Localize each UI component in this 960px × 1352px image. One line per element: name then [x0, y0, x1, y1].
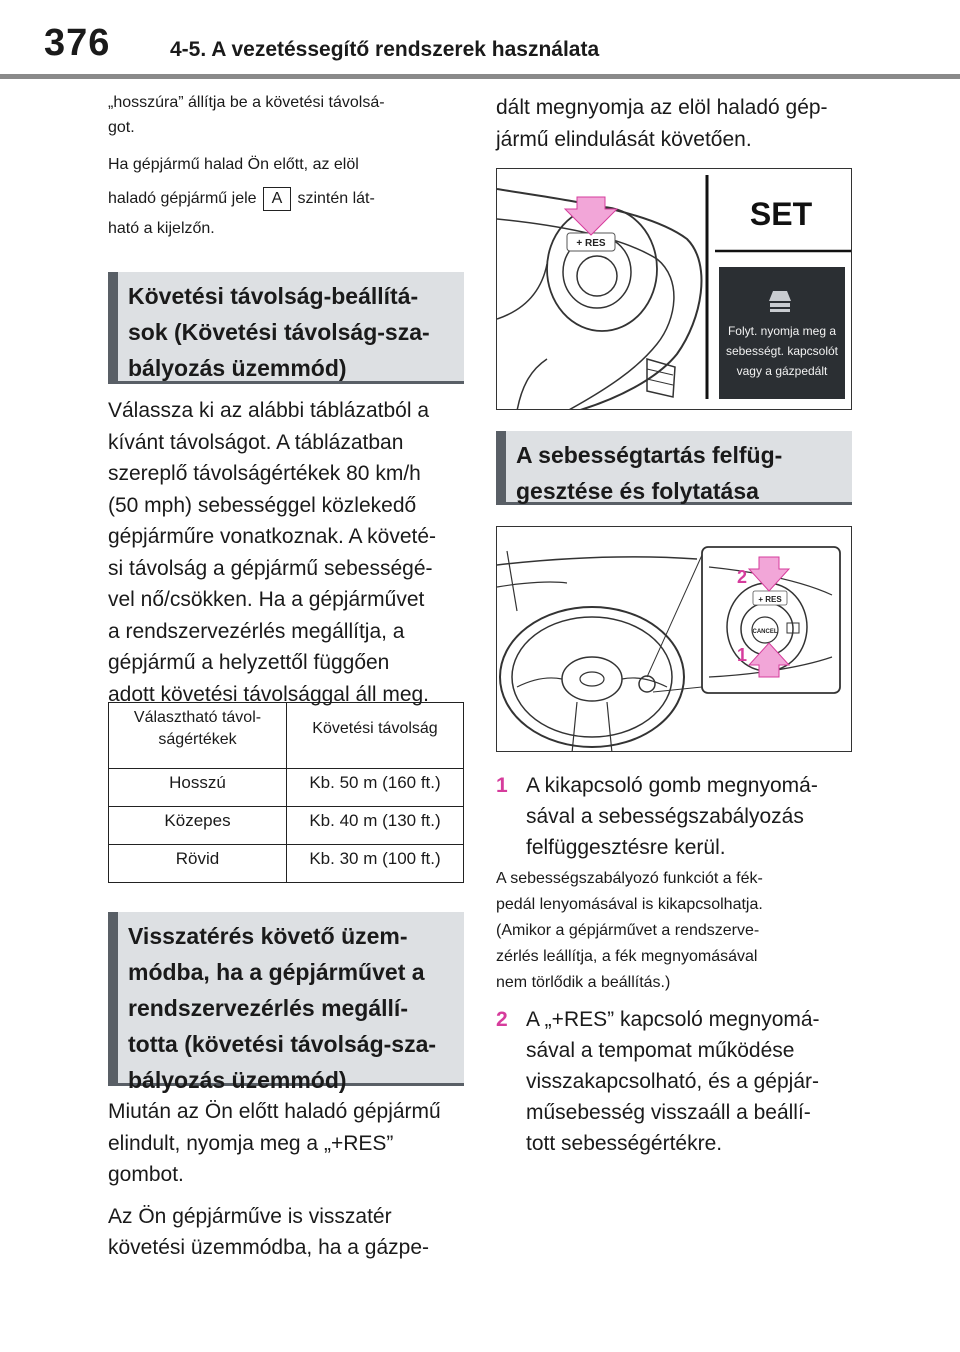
figure-steering-switch-set [496, 168, 852, 410]
body-line: kívánt távolságot. A táblázatban [108, 430, 404, 454]
res-switch-label: + RES [758, 595, 782, 604]
table-header-cell [109, 703, 287, 769]
section-title-line: rendszervezérlés megállí- [128, 995, 408, 1021]
step-line: A kikapcsoló gomb megnyomá- [526, 774, 818, 797]
section-title-line: totta (követési távolság-sza- [128, 1031, 437, 1057]
step-line: műsebesség visszaáll a beállí- [526, 1101, 811, 1124]
set-label: SET [749, 196, 813, 232]
body-line: gépjármű a helyzettől függően [108, 651, 390, 674]
note-line: nem törlődik a beállítás.) [496, 974, 671, 991]
body-line: gépjárműre vonatkoznak. A követé- [108, 525, 437, 548]
body-line: Miután az Ön előtt haladó gépjármű [108, 1100, 441, 1123]
page-number: 376 [44, 22, 111, 64]
section-heading-following-distance [108, 272, 464, 384]
body-line: szereplő távolságértékek 80 km/h [108, 462, 421, 485]
section1-body [108, 395, 464, 710]
header-line: Választható távol- [133, 708, 262, 726]
step-1 [496, 770, 852, 863]
intro-line: ható a kijelzőn. [108, 220, 215, 237]
display-line: sebességt. kapcsolót [725, 344, 839, 358]
steering-wheel-outline [500, 607, 684, 747]
body-line: adott követési távolsággal áll meg. [108, 682, 430, 706]
table-row [109, 769, 464, 807]
header-rule [0, 74, 960, 79]
intro-paragraph-2 [108, 148, 464, 242]
header-line: ságértékek [158, 730, 237, 748]
body-line: Válassza ki az alábbi táblázatból a [108, 399, 430, 422]
step-number: 1 [496, 774, 508, 797]
marker-a-label: A [263, 187, 291, 211]
intro-line: „hosszúra” állítja be a követési távolsá- [108, 94, 385, 111]
body-line: jármű elindulását követően. [496, 127, 752, 151]
dashboard-switch-illustration [497, 527, 852, 752]
table-row [109, 845, 464, 883]
body-line: elindult, nyomja meg a „+RES” [108, 1131, 394, 1155]
display-line: vagy a gázpedált [736, 364, 828, 378]
step-line: A „+RES” kapcsoló megnyomá- [526, 1008, 820, 1031]
step-2 [496, 1004, 852, 1159]
intro-line: Ha gépjármű halad Ön előtt, az elöl [108, 156, 359, 173]
section2-body [108, 1096, 464, 1264]
table-cell: Kb. 30 m (100 ft.) [287, 845, 464, 883]
brake-note [496, 866, 852, 996]
intro-paragraph-1 [108, 90, 464, 140]
section-title-line: sok (Követési távolság-sza- [128, 319, 430, 345]
note-line: A sebességszabályozó funkciót a fék- [496, 870, 763, 887]
body-line: (50 mph) sebességgel közlekedő [108, 493, 417, 517]
body-line: követési üzemmódba, ha a gázpe- [108, 1236, 430, 1259]
right-continuation [496, 92, 852, 155]
callout-1: 1 [737, 645, 748, 665]
body-line: si távolság a gépjármű sebességé- [108, 556, 433, 580]
section-title-line: módba, ha a gépjárművet a [128, 959, 425, 985]
intro-line: got. [108, 119, 135, 136]
display-line: Folyt. nyomja meg a [727, 324, 837, 338]
note-line: zérlés leállítja, a fék megnyomásával [496, 948, 758, 965]
chapter-title: 4-5. A vezetéssegítő rendszerek használata [170, 38, 600, 61]
step-line: tott sebességértékre. [526, 1132, 723, 1155]
table-cell: Közepes [109, 807, 287, 845]
intro-text: szintén lát- [297, 190, 375, 207]
steering-switch-illustration [497, 169, 852, 410]
step-line: sával a sebességszabályozás [526, 805, 804, 828]
section-title-line: A sebességtartás felfüg- [516, 442, 783, 468]
body-line: dált megnyomja az elöl haladó gép- [496, 96, 828, 119]
table-cell: Kb. 40 m (130 ft.) [287, 807, 464, 845]
res-switch-label: + RES [576, 238, 606, 249]
step-line: felfüggesztésre kerül. [526, 836, 726, 859]
cancel-switch-label: CANCEL [752, 629, 778, 635]
intro-text: haladó gépjármű jele [108, 190, 257, 207]
section2-paragraph-2 [108, 1201, 464, 1264]
section-title-line: bályozás üzemmód) [128, 355, 347, 381]
section-title-line: bályozás üzemmód) [128, 1067, 347, 1093]
step-line: visszakapcsolható, és a gépjár- [526, 1070, 819, 1093]
section-title-line: gesztése és folytatása [516, 478, 759, 504]
step-line: sával a tempomat működése [526, 1039, 795, 1062]
table-header-cell: Követési távolság [287, 703, 464, 769]
table-cell: Rövid [109, 845, 287, 883]
table-header-row [109, 703, 464, 769]
body-line: a rendszervezérlés megállítja, a [108, 619, 405, 643]
section-heading-suspend-resume [496, 431, 852, 505]
body-line: gombot. [108, 1163, 184, 1186]
table-cell: Kb. 50 m (160 ft.) [287, 769, 464, 807]
note-line: (Amikor a gépjárművet a rendszerve- [496, 922, 760, 939]
section-heading-resume-following [108, 912, 464, 1093]
table-cell: Hosszú [109, 769, 287, 807]
step-text [526, 770, 852, 863]
callout-2: 2 [737, 567, 748, 587]
distance-table [108, 702, 464, 883]
page-header [0, 0, 960, 80]
section2-paragraph-1 [108, 1096, 464, 1191]
table-row [109, 807, 464, 845]
step-number: 2 [496, 1008, 508, 1031]
figure-cancel-res-switch [496, 526, 852, 752]
intro-line-with-marker [108, 182, 464, 216]
section-title-line: Visszatérés követő üzem- [128, 923, 408, 949]
body-line: Az Ön gépjárműve is visszatér [108, 1204, 392, 1228]
left-intro [108, 90, 464, 242]
note-line: pedál lenyomásával is kikapcsolhatja. [496, 896, 763, 913]
step-text [526, 1004, 852, 1159]
body-line: vel nő/csökken. Ha a gépjárművet [108, 588, 425, 611]
section-title-line: Követési távolság-beállítá- [128, 283, 419, 309]
